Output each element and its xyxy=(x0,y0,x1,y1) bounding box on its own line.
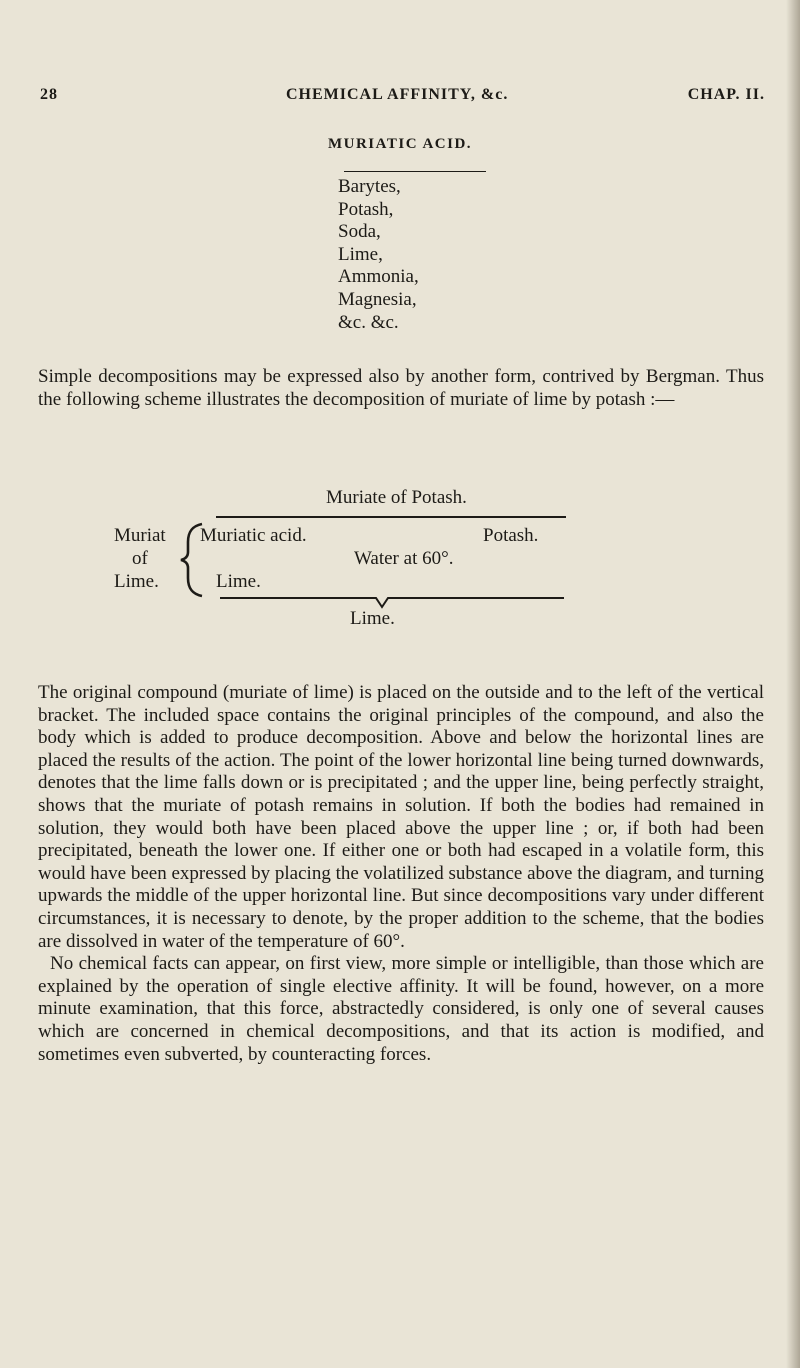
scheme-compound-line-3: Lime. xyxy=(114,571,159,592)
running-title: CHEMICAL AFFINITY, &c. xyxy=(286,86,509,103)
scheme-bottom-result: Lime. xyxy=(350,608,395,629)
scheme-top-result: Muriate of Potash. xyxy=(326,487,467,508)
paragraph-explanation xyxy=(38,682,764,1066)
list-item: Lime, xyxy=(338,243,383,265)
scheme-water-temperature: Water at 60°. xyxy=(354,548,454,569)
scheme-compound-line-2: of xyxy=(132,548,148,569)
page-number: 28 xyxy=(40,86,58,103)
paragraph-intro: Simple decompositions may be expressed also by another form, contrived by Bergman. Thus the following scheme illustrates the decomposition of muriate of lime by potash :— xyxy=(38,366,764,410)
list-item: Ammonia, xyxy=(338,266,419,288)
scheme-muriatic-acid: Muriatic acid. xyxy=(200,525,307,546)
list-item: Potash, xyxy=(338,198,394,220)
list-item: &c. &c. xyxy=(338,311,399,333)
scheme-upper-line xyxy=(216,516,566,518)
paragraph-explanation-text: The original compound (muriate of lime) is placed on the outside and to the left of the vertical bracket. The included space contains the original principles of the compound, and also the body which is added to produce decomposition. Above and below the horizontal lines are placed the results of the action. The point of the lower horizontal line being turned downwards, denotes that the lime falls down or is precipitated ; and the upper line, being perfectly straight, shows that the muriate of potash remains in solution. If both the bodies had remained in solution, they would both have been placed above the upper line ; or, if both had been precipitated, beneath the lower one. If either one or both had escaped in a volatile form, this would have been expressed by placing the volatilized substance above the diagram, and turning upwards the middle of the upper horizontal line. But since decompositions vary under different circumstances, it is necessary to denote, by the proper addition to the scheme, that the bodies are dissolved in water of the temperature of 60°. xyxy=(38,682,764,952)
scheme-lime-inner: Lime. xyxy=(216,571,261,592)
scheme-potash: Potash. xyxy=(483,525,539,546)
list-item: Soda, xyxy=(338,221,381,243)
list-item: Magnesia, xyxy=(338,288,417,310)
section-title: MURIATIC ACID. xyxy=(327,136,473,152)
paragraph-conclusion-text: No chemical facts can appear, on first view, more simple or intelligible, than those which are explained by the operation of single elective affinity. It will be found, however, on a more minute examination, that this force, abstractedly considered, is only one of several causes which are concerned in chemical decompositions, and that its action is modified, and sometimes even subverted, by counteracting forces. xyxy=(38,953,764,1065)
page-edge-shadow xyxy=(786,0,800,1368)
chapter-label: CHAP. II. xyxy=(687,86,765,103)
scheme-compound-line-1: Muriat xyxy=(114,525,166,546)
list-item: Barytes, xyxy=(338,176,401,197)
